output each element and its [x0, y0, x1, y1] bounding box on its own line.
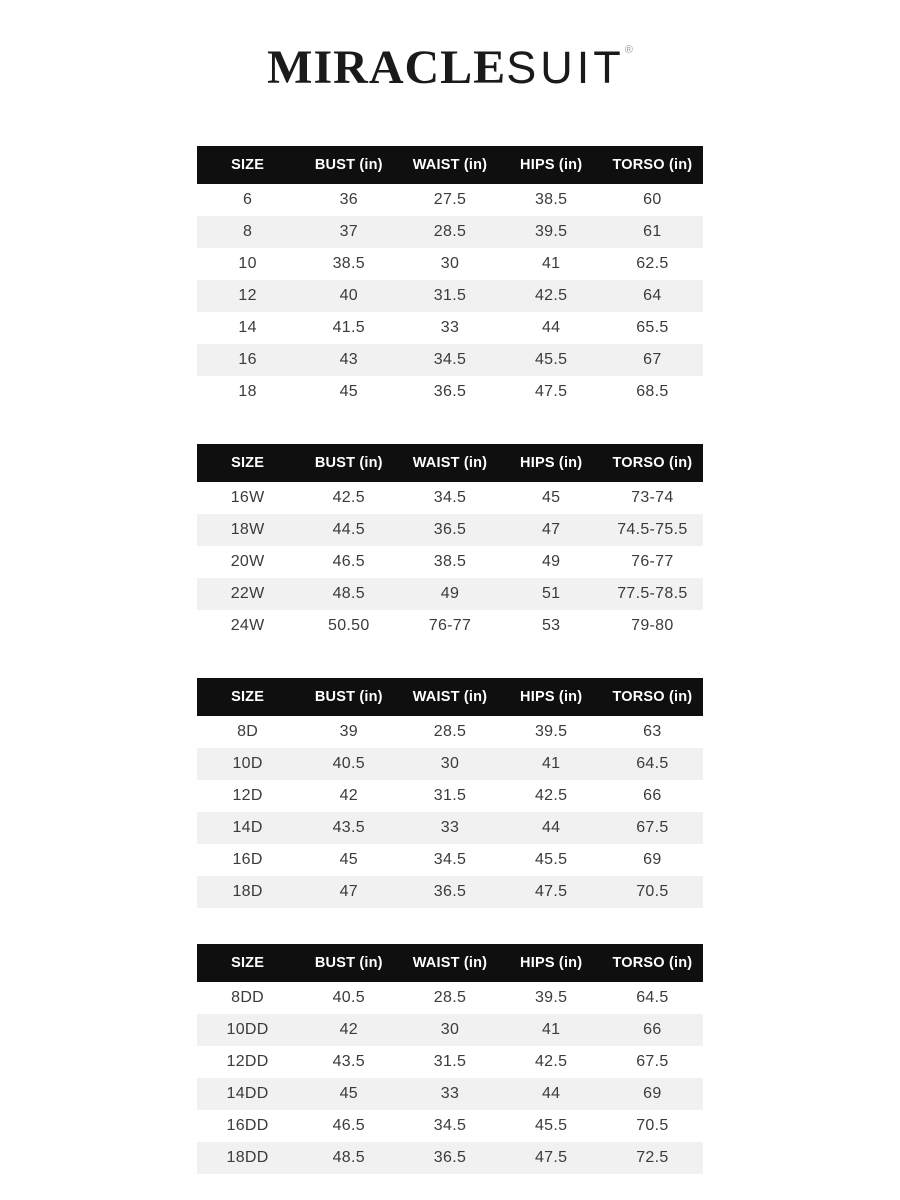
column-header: BUST (in) — [298, 678, 399, 716]
measurement-cell: 65.5 — [636, 318, 669, 336]
measurement-cell: 36.5 — [433, 1148, 467, 1166]
size-cell: 12DD — [226, 1052, 269, 1070]
measurement-cell: 43 — [339, 350, 358, 368]
table-row — [197, 578, 703, 610]
measurement-cell: 36 — [339, 190, 358, 208]
column-header: WAIST (in) — [399, 146, 500, 184]
measurement-cell: 39 — [339, 722, 358, 740]
size-table-2 — [197, 444, 703, 642]
measurement-cell: 64.5 — [636, 988, 669, 1006]
measurement-cell: 76-77 — [428, 616, 472, 634]
measurement-cell: 43.5 — [332, 1052, 365, 1070]
measurement-cell: 36.5 — [433, 382, 467, 400]
measurement-cell: 28.5 — [433, 222, 467, 240]
measurement-cell: 39.5 — [534, 988, 568, 1006]
measurement-cell: 45 — [339, 382, 358, 400]
measurement-cell: 42.5 — [332, 488, 365, 506]
measurement-cell: 28.5 — [433, 988, 467, 1006]
table-row — [197, 876, 703, 908]
column-header: TORSO (in) — [602, 678, 703, 716]
size-table-1 — [197, 146, 703, 408]
measurement-cell: 31.5 — [433, 286, 467, 304]
table-row — [197, 546, 703, 578]
measurement-cell: 47 — [339, 882, 358, 900]
measurement-cell: 70.5 — [636, 882, 669, 900]
measurement-cell: 39.5 — [534, 722, 568, 740]
column-header: TORSO (in) — [602, 444, 703, 482]
measurement-cell: 34.5 — [433, 488, 467, 506]
brand-logo — [0, 0, 900, 95]
size-chart-tables — [197, 146, 703, 1174]
table-row — [197, 780, 703, 812]
measurement-cell: 42 — [339, 1020, 358, 1038]
column-header: HIPS (in) — [501, 444, 602, 482]
measurement-cell: 41.5 — [332, 318, 365, 336]
measurement-cell: 38.5 — [332, 254, 365, 272]
column-header: HIPS (in) — [501, 944, 602, 982]
measurement-cell: 47 — [541, 520, 561, 538]
table-row — [197, 982, 703, 1014]
size-cell: 12D — [232, 786, 263, 804]
measurement-cell: 42 — [339, 786, 358, 804]
measurement-cell: 76-77 — [631, 552, 674, 570]
size-cell: 18W — [230, 520, 265, 538]
brand-logo-miracle: MIRACLE — [267, 41, 507, 94]
measurement-cell: 49 — [440, 584, 460, 602]
measurement-cell: 33 — [440, 818, 460, 836]
measurement-cell: 45 — [339, 850, 358, 868]
measurement-cell: 27.5 — [433, 190, 467, 208]
table-row — [197, 610, 703, 642]
measurement-cell: 40.5 — [332, 988, 365, 1006]
measurement-cell: 34.5 — [433, 350, 467, 368]
size-cell: 8DD — [231, 988, 265, 1006]
measurement-cell: 42.5 — [534, 286, 568, 304]
measurement-cell: 45.5 — [534, 850, 568, 868]
measurement-cell: 61 — [643, 222, 662, 240]
measurement-cell: 72.5 — [636, 1148, 669, 1166]
measurement-cell: 31.5 — [433, 786, 467, 804]
measurement-cell: 68.5 — [636, 382, 669, 400]
table-row — [197, 716, 703, 748]
measurement-cell: 34.5 — [433, 850, 467, 868]
column-header: HIPS (in) — [501, 678, 602, 716]
measurement-cell: 44 — [541, 318, 561, 336]
measurement-cell: 51 — [541, 584, 561, 602]
table-row — [197, 1046, 703, 1078]
measurement-cell: 38.5 — [534, 190, 568, 208]
size-cell: 18 — [238, 382, 257, 400]
table-row — [197, 248, 703, 280]
size-cell: 12 — [238, 286, 257, 304]
measurement-cell: 30 — [440, 1020, 460, 1038]
table-row — [197, 344, 703, 376]
size-cell: 20W — [230, 552, 265, 570]
table-row — [197, 184, 703, 216]
column-header: HIPS (in) — [501, 146, 602, 184]
measurement-cell: 49 — [541, 552, 561, 570]
measurement-cell: 66 — [643, 786, 662, 804]
measurement-cell: 41 — [541, 1020, 561, 1038]
size-cell: 14 — [238, 318, 257, 336]
table-row — [197, 1110, 703, 1142]
measurement-cell: 64 — [643, 286, 662, 304]
measurement-cell: 45 — [541, 488, 561, 506]
table-header-row — [197, 678, 703, 716]
size-cell: 10 — [238, 254, 257, 272]
column-header: WAIST (in) — [399, 678, 500, 716]
measurement-cell: 79-80 — [631, 616, 674, 634]
table-row — [197, 376, 703, 408]
measurement-cell: 34.5 — [433, 1116, 467, 1134]
measurement-cell: 31.5 — [433, 1052, 467, 1070]
measurement-cell: 45.5 — [534, 350, 568, 368]
table-header-row — [197, 944, 703, 982]
size-cell: 22W — [230, 584, 265, 602]
size-cell: 18DD — [226, 1148, 269, 1166]
table-row — [197, 1014, 703, 1046]
measurement-cell: 46.5 — [332, 552, 365, 570]
size-cell: 16D — [232, 850, 263, 868]
measurement-cell: 48.5 — [332, 584, 365, 602]
column-header: SIZE — [197, 146, 298, 184]
measurement-cell: 33 — [440, 1084, 460, 1102]
measurement-cell: 41 — [541, 254, 561, 272]
measurement-cell: 30 — [440, 754, 460, 772]
measurement-cell: 47.5 — [534, 382, 568, 400]
table-row — [197, 1142, 703, 1174]
size-cell: 16W — [230, 488, 265, 506]
measurement-cell: 47.5 — [534, 1148, 568, 1166]
column-header: SIZE — [197, 444, 298, 482]
measurement-cell: 47.5 — [534, 882, 568, 900]
column-header: TORSO (in) — [602, 944, 703, 982]
size-cell: 16DD — [226, 1116, 269, 1134]
measurement-cell: 44.5 — [332, 520, 365, 538]
table-row — [197, 1078, 703, 1110]
size-table-3 — [197, 678, 703, 908]
column-header: BUST (in) — [298, 944, 399, 982]
table-row — [197, 312, 703, 344]
column-header: SIZE — [197, 944, 298, 982]
size-cell: 10DD — [226, 1020, 269, 1038]
column-header: TORSO (in) — [602, 146, 703, 184]
table-row — [197, 844, 703, 876]
measurement-cell: 45.5 — [534, 1116, 568, 1134]
measurement-cell: 48.5 — [332, 1148, 365, 1166]
measurement-cell: 62.5 — [636, 254, 669, 272]
column-header: SIZE — [197, 678, 298, 716]
measurement-cell: 64.5 — [636, 754, 669, 772]
registered-trademark-icon: ® — [624, 44, 633, 56]
measurement-cell: 69 — [643, 1084, 662, 1102]
measurement-cell: 38.5 — [433, 552, 467, 570]
brand-logo-suit: SUIT — [506, 42, 625, 93]
table-row — [197, 812, 703, 844]
measurement-cell: 39.5 — [534, 222, 568, 240]
measurement-cell: 33 — [440, 318, 460, 336]
measurement-cell: 43.5 — [332, 818, 365, 836]
measurement-cell: 53 — [541, 616, 561, 634]
column-header: WAIST (in) — [399, 944, 500, 982]
column-header: BUST (in) — [298, 146, 399, 184]
measurement-cell: 30 — [440, 254, 460, 272]
measurement-cell: 77.5-78.5 — [617, 584, 688, 602]
size-cell: 6 — [242, 190, 253, 208]
table-header-row — [197, 444, 703, 482]
measurement-cell: 45 — [339, 1084, 358, 1102]
measurement-cell: 41 — [541, 754, 561, 772]
measurement-cell: 40.5 — [332, 754, 365, 772]
measurement-cell: 50.50 — [328, 616, 370, 634]
measurement-cell: 67.5 — [636, 1052, 669, 1070]
measurement-cell: 70.5 — [636, 1116, 669, 1134]
table-row — [197, 216, 703, 248]
column-header: BUST (in) — [298, 444, 399, 482]
measurement-cell: 46.5 — [332, 1116, 365, 1134]
size-cell: 8D — [237, 722, 259, 740]
measurement-cell: 73-74 — [631, 488, 674, 506]
size-cell: 24W — [230, 616, 265, 634]
measurement-cell: 42.5 — [534, 1052, 568, 1070]
measurement-cell: 66 — [643, 1020, 662, 1038]
measurement-cell: 60 — [643, 190, 662, 208]
measurement-cell: 63 — [643, 722, 662, 740]
table-row — [197, 482, 703, 514]
measurement-cell: 67 — [643, 350, 662, 368]
measurement-cell: 44 — [541, 818, 561, 836]
size-cell: 8 — [242, 222, 253, 240]
measurement-cell: 67.5 — [636, 818, 669, 836]
table-row — [197, 280, 703, 312]
measurement-cell: 28.5 — [433, 722, 467, 740]
table-header-row — [197, 146, 703, 184]
size-cell: 14DD — [226, 1084, 269, 1102]
table-row — [197, 748, 703, 780]
measurement-cell: 37 — [339, 222, 358, 240]
measurement-cell: 44 — [541, 1084, 561, 1102]
size-cell: 10D — [232, 754, 263, 772]
measurement-cell: 36.5 — [433, 520, 467, 538]
measurement-cell: 69 — [643, 850, 662, 868]
size-cell: 18D — [232, 882, 263, 900]
column-header: WAIST (in) — [399, 444, 500, 482]
measurement-cell: 74.5-75.5 — [617, 520, 688, 538]
measurement-cell: 36.5 — [433, 882, 467, 900]
size-cell: 16 — [238, 350, 257, 368]
size-table-4 — [197, 944, 703, 1174]
measurement-cell: 42.5 — [534, 786, 568, 804]
measurement-cell: 40 — [339, 286, 358, 304]
table-row — [197, 514, 703, 546]
size-cell: 14D — [232, 818, 263, 836]
